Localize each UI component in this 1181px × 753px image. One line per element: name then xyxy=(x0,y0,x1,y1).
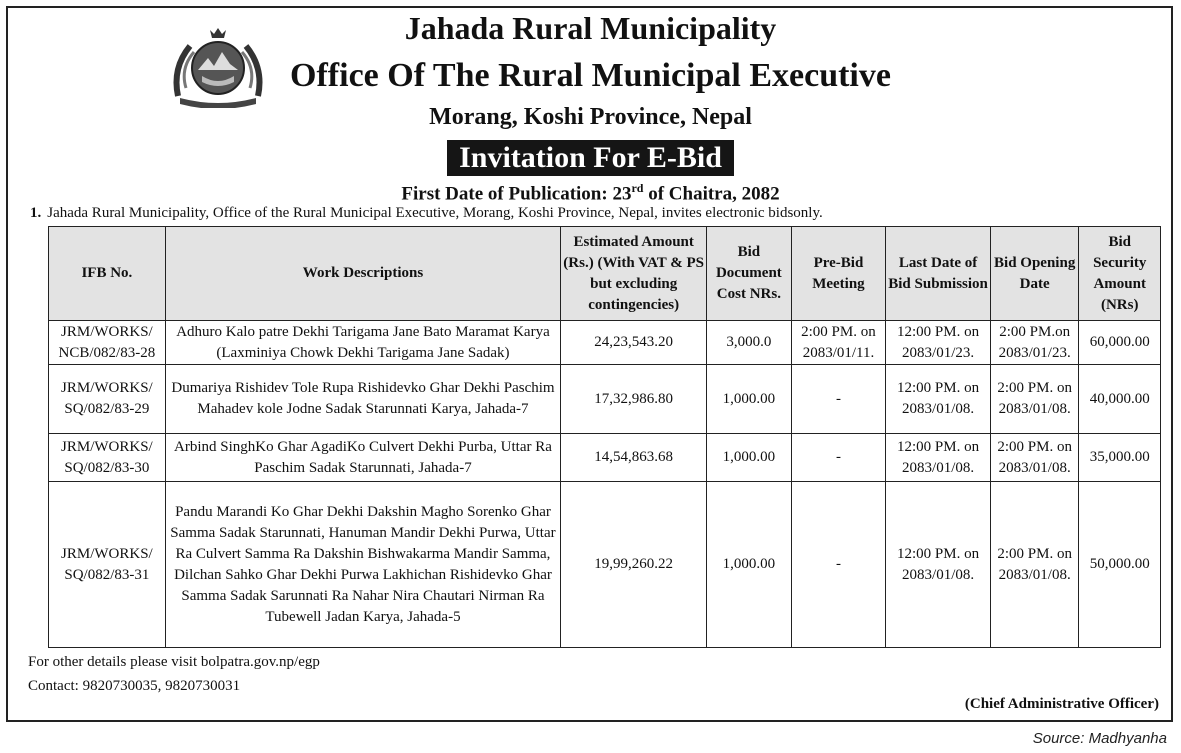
header-doc-cost: Bid Document Cost NRs. xyxy=(707,227,792,321)
opening-cell: 2:00 PM. on 2083/01/08. xyxy=(990,365,1079,434)
table-row xyxy=(49,434,1161,482)
pre-bid-cell: - xyxy=(791,482,886,648)
municipality-name: Jahada Rural Municipality xyxy=(404,10,777,46)
bid-table xyxy=(48,226,1161,648)
intro-text: Jahada Rural Municipality, Office of the Rural Municipal Executive, Morang, Koshi Province, Nepal, invites electronic bidsonly. xyxy=(47,205,823,221)
signatory: (Chief Administrative Officer) xyxy=(964,696,1159,712)
ifb-cell: JRM/WORKS/ SQ/082/83-30 xyxy=(49,434,166,482)
pre-bid-cell: 2:00 PM. on 2083/01/11. xyxy=(791,321,886,365)
security-cell: 35,000.00 xyxy=(1079,434,1161,482)
security-cell: 40,000.00 xyxy=(1079,365,1161,434)
ifb-cell: JRM/WORKS/ SQ/082/83-29 xyxy=(49,365,166,434)
ifb-cell: JRM/WORKS/ SQ/082/83-31 xyxy=(49,482,166,648)
security-cell: 50,000.00 xyxy=(1079,482,1161,648)
doc-cost-cell: 1,000.00 xyxy=(707,365,792,434)
header-work: Work Descriptions xyxy=(165,227,560,321)
publication-prefix: First Date of Publication: 23 xyxy=(401,183,632,205)
notice-title: Invitation For E-Bid xyxy=(447,140,734,176)
header-pre-bid: Pre-Bid Meeting xyxy=(791,227,886,321)
pre-bid-cell: - xyxy=(791,434,886,482)
doc-cost-cell: 1,000.00 xyxy=(707,482,792,648)
header-last-date: Last Date of Bid Submission xyxy=(886,227,991,321)
header-ifb: IFB No. xyxy=(49,227,166,321)
doc-cost-cell: 3,000.0 xyxy=(707,321,792,365)
estimate-cell: 24,23,543.20 xyxy=(561,321,707,365)
last-date-cell: 12:00 PM. on 2083/01/08. xyxy=(886,365,991,434)
table-row xyxy=(49,365,1161,434)
work-cell: Arbind SinghKo Ghar AgadiKo Culvert Dekhi Purba, Uttar Ra Paschim Sadak Starunnati, Jahada-7 xyxy=(165,434,560,482)
details-note: For other details please visit bolpatra.gov.np/egp xyxy=(28,654,320,670)
opening-cell: 2:00 PM. on 2083/01/08. xyxy=(990,482,1079,648)
header-security: Bid Security Amount (NRs) xyxy=(1079,227,1161,321)
estimate-cell: 19,99,260.22 xyxy=(561,482,707,648)
last-date-cell: 12:00 PM. on 2083/01/23. xyxy=(886,321,991,365)
table-row xyxy=(49,482,1161,648)
table-row xyxy=(49,321,1161,365)
publication-date xyxy=(0,181,1181,205)
ifb-cell: JRM/WORKS/ NCB/082/83-28 xyxy=(49,321,166,365)
contact-note: Contact: 9820730035, 9820730031 xyxy=(28,678,241,694)
estimate-cell: 17,32,986.80 xyxy=(561,365,707,434)
publication-ordinal: rd xyxy=(631,181,644,195)
publication-suffix: of Chaitra, 2082 xyxy=(643,183,780,205)
intro-paragraph xyxy=(30,205,823,222)
work-cell: Pandu Marandi Ko Ghar Dekhi Dakshin Magho Sorenko Ghar Samma Sadak Starunnati, Hanuman Mandir Dekhi Purwa, Uttar Ra Culvert Samma Ra Dakshin Bishwakarma Mandir Samma, Dilchan Sahko Ghar Dekhi Purwa Lakhichan Rishidevko Ghar Samma Sadak Sarunnati Ra Nahar Nira Chautari Nirman Ra Tubewell Jadan Karya, Jahada-5 xyxy=(165,482,560,648)
opening-cell: 2:00 PM. on 2083/01/08. xyxy=(990,434,1079,482)
header-opening: Bid Opening Date xyxy=(990,227,1079,321)
work-cell: Dumariya Rishidev Tole Rupa Rishidevko Ghar Dekhi Paschim Mahadev kole Jodne Sadak Starunnati Karya, Jahada-7 xyxy=(165,365,560,434)
last-date-cell: 12:00 PM. on 2083/01/08. xyxy=(886,434,991,482)
pre-bid-cell: - xyxy=(791,365,886,434)
intro-number: 1. xyxy=(30,205,42,221)
last-date-cell: 12:00 PM. on 2083/01/08. xyxy=(886,482,991,648)
location: Morang, Koshi Province, Nepal xyxy=(429,104,752,130)
estimate-cell: 14,54,863.68 xyxy=(561,434,707,482)
table-header-row xyxy=(49,227,1161,321)
security-cell: 60,000.00 xyxy=(1079,321,1161,365)
source-credit: Source: Madhyanha xyxy=(1032,730,1167,747)
work-cell: Adhuro Kalo patre Dekhi Tarigama Jane Bato Maramat Karya (Laxminiya Chowk Dekhi Tarigama Jane Sadak) xyxy=(165,321,560,365)
doc-cost-cell: 1,000.00 xyxy=(707,434,792,482)
office-name: Office Of The Rural Municipal Executive xyxy=(290,57,891,94)
header-estimate: Estimated Amount (Rs.) (With VAT & PS but excluding contingencies) xyxy=(561,227,707,321)
opening-cell: 2:00 PM.on 2083/01/23. xyxy=(990,321,1079,365)
